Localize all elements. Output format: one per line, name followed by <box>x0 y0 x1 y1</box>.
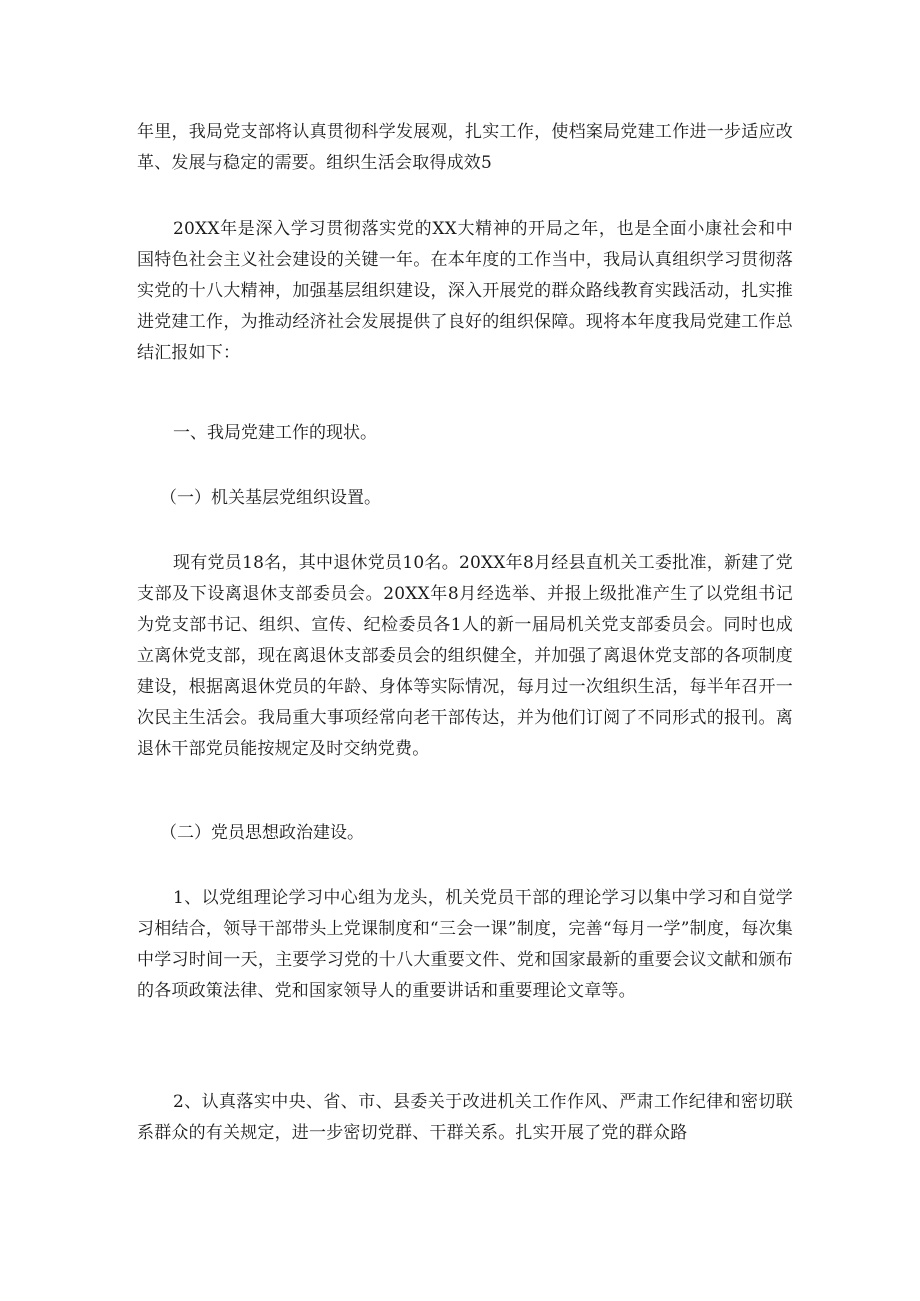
paragraph-item-1: 1、以党组理论学习中心组为龙头，机关党员干部的理论学习以集中学习和自觉学习相结合，领导干部带头上党课制度和“三会一课”制度，完善“每月一学”制度，每次集中学习时间一天，主要学习党的十八大重要文件、党和国家最新的重要会议文献和颁布的各项政策法律、党和国家领导人的重要讲话和重要理论文章等。 <box>137 888 793 1001</box>
subsection-heading-2: （二）党员思想政治建设。 <box>160 823 364 843</box>
paragraph-intro: 20XX年是深入学习贯彻落实党的XX大精神的开局之年，也是全面小康社会和中国特色社会主义社会建设的关键一年。在本年度的工作当中，我局认真组织学习贯彻落实党的十八大精神，加强基层组织建设，深入开展党的群众路线教育实践活动，扎实推进党建工作，为推动经济社会发展提供了良好的组织保障。现将本年度我局党建工作总结汇报如下： <box>137 219 793 363</box>
paragraph-continuation: 年里，我局党支部将认真贯彻科学发展观，扎实工作，使档案局党建工作进一步适应改革、发展与稳定的需要。组织生活会取得成效5 <box>137 122 793 173</box>
subsection-heading-1: （一）机关基层党组织设置。 <box>160 488 381 508</box>
section-heading-1: 一、我局党建工作的现状。 <box>173 423 377 443</box>
paragraph-item-2: 2、认真落实中央、省、市、县委关于改进机关工作作风、严肃工作纪律和密切联系群众的有关规定，进一步密切党群、干群关系。扎实开展了党的群众路 <box>137 1092 793 1143</box>
paragraph-org-setup: 现有党员18名，其中退休党员10名。20XX年8月经县直机关工委批准，新建了党支部及下设离退休支部委员会。20XX年8月经选举、并报上级批准产生了以党组书记为党支部书记、组织、宣传、纪检委员各1人的新一届局机关党支部委员会。同时也成立离休党支部，现在离退休支部委员会的组织健全，并加强了离退休党支部的各项制度建设，根据离退休党员的年龄、身体等实际情况，每月过一次组织生活，每半年召开一次民主生活会。我局重大事项经常向老干部传达，并为他们订阅了不同形式的报刊。离退休干部党员能按规定及时交纳党费。 <box>137 553 793 759</box>
